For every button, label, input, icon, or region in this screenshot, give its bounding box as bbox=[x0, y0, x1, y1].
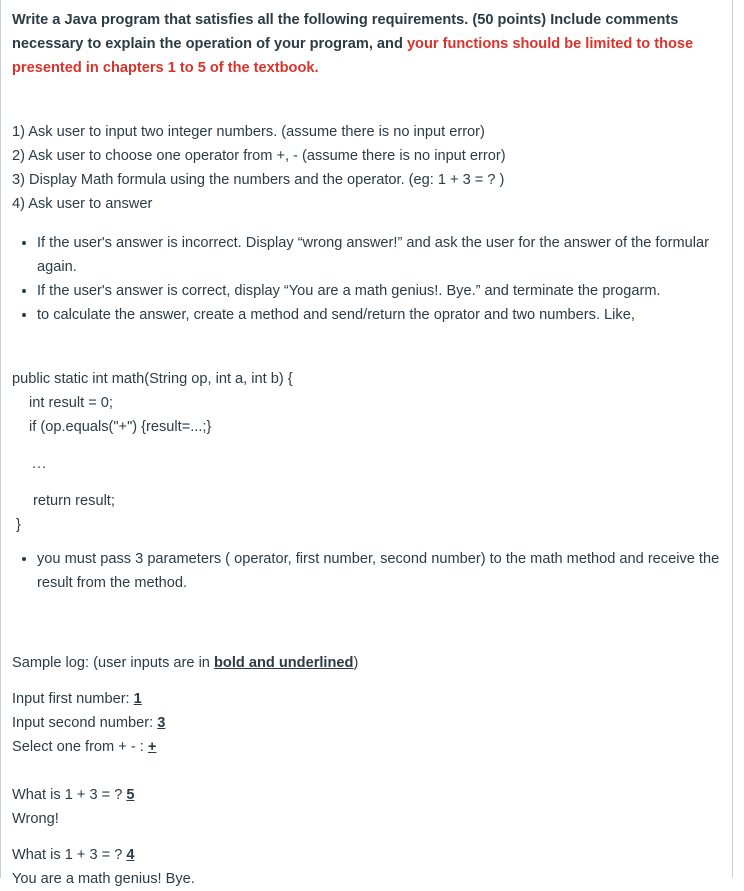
log-line bbox=[12, 687, 722, 711]
log-label: Input first number: bbox=[12, 691, 134, 707]
log-label: Select one from + - : bbox=[12, 739, 148, 755]
log-label: Input second number: bbox=[12, 715, 158, 731]
code-line: return result; bbox=[33, 493, 115, 509]
sample-log-heading bbox=[12, 651, 722, 675]
log-label: What is 1 + 3 = ? bbox=[12, 847, 127, 863]
bullet-item: • to calculate the answer, create a method and send/return the oprator and two numbers. Like, bbox=[37, 303, 722, 327]
log-label: What is 1 + 3 = ? bbox=[12, 787, 127, 803]
code-ellipsis: ... bbox=[32, 456, 48, 472]
sample-log bbox=[12, 687, 722, 891]
code-line: if (op.equals("+") {result=...;} bbox=[29, 419, 212, 435]
steps-list bbox=[12, 120, 722, 216]
log-user-input: 1 bbox=[133, 691, 142, 707]
bullet-item: • If the user's answer is incorrect. Display “wrong answer!” and ask the user for the answer of the formular again. bbox=[37, 231, 722, 279]
sample-emphasis: bold and underlined bbox=[213, 655, 354, 671]
sample-suffix: ) bbox=[353, 655, 359, 671]
log-user-input: + bbox=[147, 739, 157, 755]
code-line: int result = 0; bbox=[29, 395, 113, 411]
log-line bbox=[12, 783, 722, 807]
params-bullet-list bbox=[12, 547, 722, 595]
intro-text: Write a Java program that satisfies all the following requirements. (50 points) Include comments necessary to explain the operation of your program, and bbox=[12, 12, 679, 52]
code-example bbox=[12, 367, 722, 537]
code-signature: public static int math(String op, int a, int b) { bbox=[12, 371, 293, 387]
step-item: 1) Ask user to input two integer numbers. (assume there is no input error) bbox=[12, 124, 485, 140]
sample-prefix: Sample log: (user inputs are in bbox=[12, 655, 214, 671]
intro-paragraph bbox=[12, 8, 722, 80]
log-user-input: 5 bbox=[126, 787, 135, 803]
log-line bbox=[12, 711, 722, 735]
intro-red-text: your functions should be limited to those presented in chapters 1 to 5 of the textbook. bbox=[12, 36, 694, 76]
step-item: 4) Ask user to answer bbox=[12, 196, 153, 212]
code-closing-brace: } bbox=[16, 517, 21, 533]
log-user-input: 4 bbox=[126, 847, 135, 863]
log-line: Wrong! bbox=[12, 811, 59, 827]
log-line: You are a math genius! Bye. bbox=[12, 871, 195, 887]
step-item: 2) Ask user to choose one operator from +, - (assume there is no input error) bbox=[12, 148, 506, 164]
log-user-input: 3 bbox=[157, 715, 166, 731]
requirements-bullets bbox=[12, 231, 722, 327]
bullet-item: • you must pass 3 parameters ( operator, first number, second number) to the math method and receive the result from the method. bbox=[37, 547, 722, 595]
step-item: 3) Display Math formula using the numbers and the operator. (eg: 1 + 3 = ? ) bbox=[12, 172, 505, 188]
log-line bbox=[12, 735, 722, 759]
bullet-item: • If the user's answer is correct, display “You are a math genius!. Bye.” and terminate the progarm. bbox=[37, 279, 722, 303]
log-line bbox=[12, 843, 722, 867]
